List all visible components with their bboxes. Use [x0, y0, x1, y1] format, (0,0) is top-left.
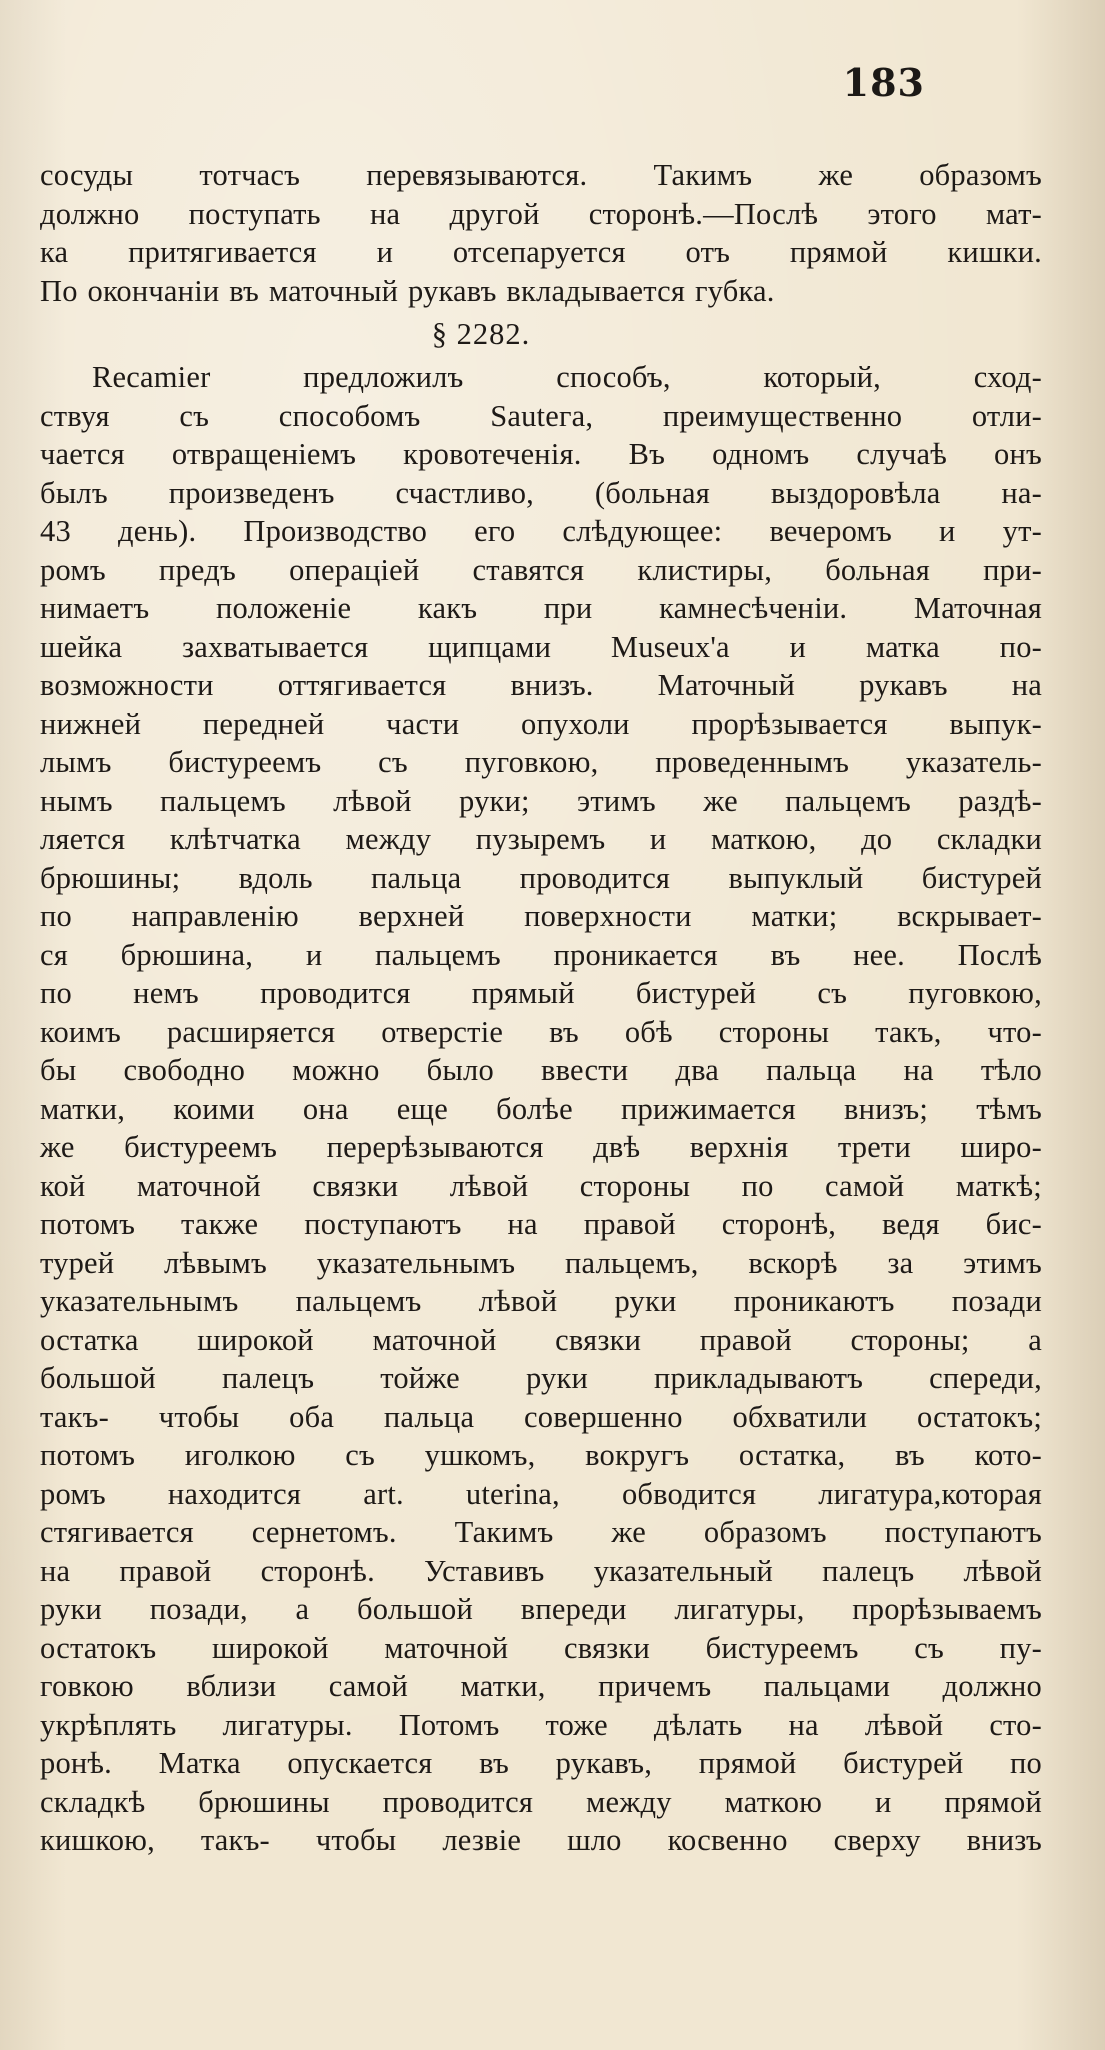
text-line: нимаетъ положеніе какъ при камнесѣченіи. Маточная	[40, 591, 1042, 625]
text-line: ствуя съ способомъ Sauteга, преимущественно отли-	[40, 398, 1042, 433]
text-line: бы свободно можно было ввести два пальца на тѣло	[40, 1053, 1042, 1087]
text-line: остатка широкой маточной связки правой стороны; а	[40, 1322, 1042, 1357]
text-line: руки позади, а большой впереди лигатуры, прорѣзываемъ	[40, 1592, 1042, 1626]
text-line: шейка захватывается щипцами Museux'a и матка по-	[40, 629, 1042, 664]
text-line: же бистуреемъ перерѣзываются двѣ верхнія трети широ-	[40, 1130, 1042, 1164]
text-line: ромъ предъ операціей ставятся клистиры, больная при-	[40, 552, 1042, 587]
text-line: ляется клѣтчатка между пузыремъ и маткою, до складки	[40, 822, 1042, 856]
text-line: турей лѣвымъ указательнымъ пальцемъ, вскорѣ за этимъ	[40, 1245, 1042, 1280]
text-block	[40, 156, 1042, 1860]
text-line: на правой сторонѣ. Уставивъ указательный палецъ лѣвой	[40, 1553, 1042, 1588]
text-line: ронѣ. Матка опускается въ рукавъ, прямой бистурей по	[40, 1746, 1042, 1780]
text-line: сосуды тотчасъ перевязываются. Такимъ же образомъ	[40, 158, 1042, 192]
text-line: нижней передней части опухоли прорѣзывается выпук-	[40, 706, 1042, 741]
text-line: большой палецъ тойже руки прикладываютъ спереди,	[40, 1361, 1042, 1395]
text-line: брюшины; вдоль пальца проводится выпуклый бистурей	[40, 860, 1042, 895]
text-line: остатокъ широкой маточной связки бистуреемъ съ пу-	[40, 1630, 1042, 1665]
paragraph-1	[40, 156, 1042, 310]
text-line: указательнымъ пальцемъ лѣвой руки проникаютъ позади	[40, 1284, 1042, 1318]
text-line: складкѣ брюшины проводится между маткою и прямой	[40, 1784, 1042, 1819]
text-line: должно поступать на другой сторонѣ.—Послѣ этого мат-	[40, 196, 1042, 231]
text-line: лымъ бистуреемъ съ пуговкою, проведеннымъ указатель-	[40, 745, 1042, 779]
text-line: матки, коими она еще болѣе прижимается внизъ; тѣмъ	[40, 1091, 1042, 1126]
text-line: по немъ проводится прямый бистурей съ пуговкою,	[40, 976, 1042, 1010]
text-line: чается отвращеніемъ кровотеченія. Въ одномъ случаѣ онъ	[40, 437, 1042, 471]
text-line: укрѣплять лигатуры. Потомъ тоже дѣлать на лѣвой сто-	[40, 1707, 1042, 1742]
text-line: по направленію верхней поверхности матки; вскрывает-	[40, 899, 1042, 933]
text-line: стягивается сернетомъ. Такимъ же образомъ поступаютъ	[40, 1515, 1042, 1549]
section-heading: § 2282.	[431, 317, 531, 351]
text-line: возможности оттягивается внизъ. Маточный рукавъ на	[40, 668, 1042, 702]
text-line: Recamier предложилъ способъ, который, сход-	[92, 360, 1042, 394]
text-line: ка притягивается и отсепаруется отъ прямой кишки.	[40, 235, 1042, 269]
text-line: ромъ находится art. uterina, обводится лигатура,которая	[40, 1476, 1042, 1511]
text-line: По окончаніи въ маточный рукавъ вкладывается губка.	[40, 273, 775, 308]
text-line: нымъ пальцемъ лѣвой руки; этимъ же пальцемъ раздѣ-	[40, 783, 1042, 818]
text-line: былъ произведенъ счастливо, (больная выздоровѣла на-	[40, 475, 1042, 510]
page-number: 183	[842, 60, 925, 105]
text-line: 43 день). Производство его слѣдующее: вечеромъ и ут-	[40, 514, 1042, 548]
text-line: коимъ расширяется отверстіе въ обѣ стороны такъ, что-	[40, 1014, 1042, 1049]
paragraph-2	[40, 358, 1042, 1860]
text-line: кой маточной связки лѣвой стороны по самой маткѣ;	[40, 1168, 1042, 1203]
text-line: такъ- чтобы оба пальца совершенно обхватили остатокъ;	[40, 1399, 1042, 1434]
text-line: потомъ иголкою съ ушкомъ, вокругъ остатка, въ кото-	[40, 1438, 1042, 1472]
text-line: ся брюшина, и пальцемъ проникается въ нее. Послѣ	[40, 937, 1042, 972]
text-line: потомъ также поступаютъ на правой сторонѣ, ведя бис-	[40, 1207, 1042, 1241]
text-line: говкою вблизи самой матки, причемъ пальцами должно	[40, 1669, 1042, 1703]
text-line: кишкою, такъ- чтобы лезвіе шло косвенно сверху внизъ	[40, 1823, 1042, 1857]
